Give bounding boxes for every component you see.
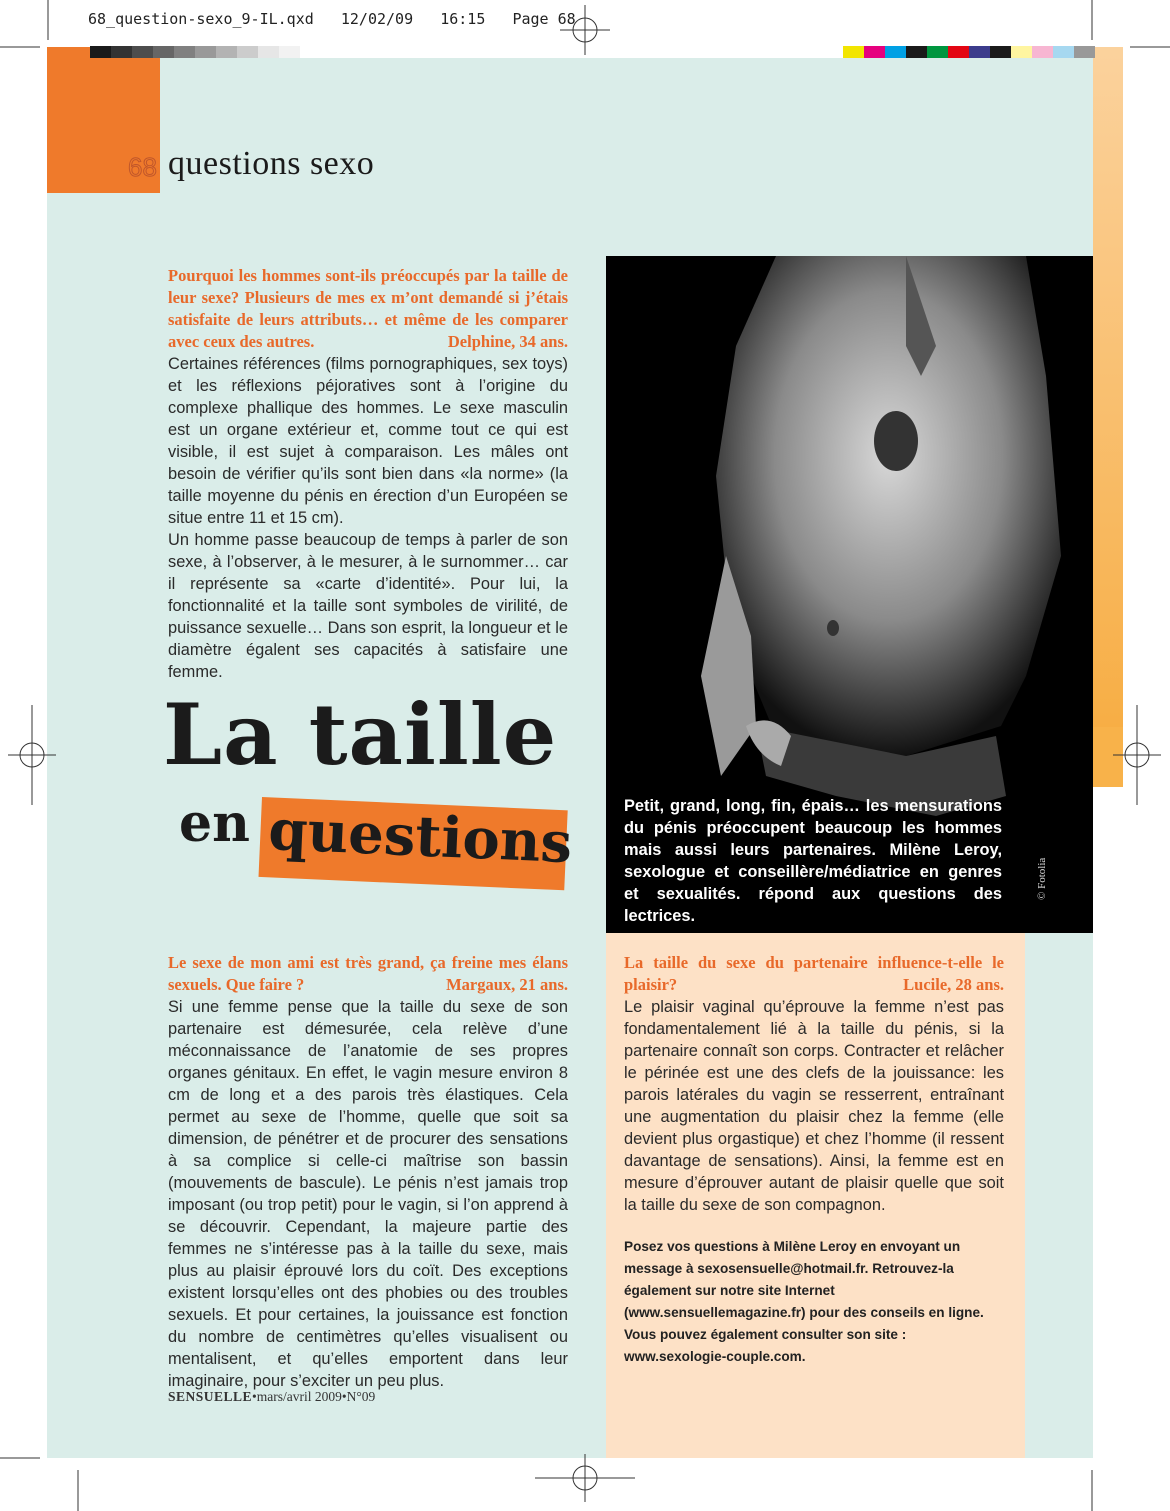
question-3-author: Lucile, 28 ans. (903, 975, 1004, 994)
answer-1-paragraph-2: Un homme passe beaucoup de temps à parler de son sexe, à l’observer, à le mesurer, à le surnommer… car il représente sa «carte d’identité». Pour lui, la fonctionnalité et la taille sont symboles de virilité, de puissance sexuelle… Dans son esprit, la longueur et le diamètre égalent ses capacités à satisfaire une femme. (168, 531, 568, 681)
qa-block-1 (168, 265, 568, 683)
rubric-title: questions sexo (168, 145, 375, 182)
question-1 (168, 265, 568, 353)
article-title-line-2: en (179, 793, 250, 854)
photo-credit: © Fotolia (1036, 857, 1048, 900)
qa-block-3 (624, 952, 1004, 1368)
qa-block-2 (168, 952, 568, 1392)
answer-1-paragraph-1: Certaines références (films pornographiques, sex toys) et les réflexions péjoratives sont à l’origine du complexe phallique des hommes. Le sexe masculin est un organe extérieur et, comme tout ce qui est visible, il est sujet à comparaison. Les mâles ont besoin de vérifier qu’ils sont bien dans «la norme» (la taille moyenne du pénis en érection d’un Européen se situe entre 11 et 15 cm). (168, 355, 568, 527)
article-title-line-1: La taille (163, 685, 558, 784)
question-2 (168, 952, 568, 996)
question-2-text: Le sexe de mon ami est très grand, ça freine mes élans sexuels. Que faire ? (168, 953, 568, 994)
photo-caption: Petit, grand, long, fin, épais… les mensurations du pénis préoccupent beaucoup les hommes mais aussi leurs partenaires. Milène Leroy, sexologue et conseillère/médiatrice en genres et sexualités. répond aux questions des lectrices. (624, 797, 1002, 925)
question-3-text: La taille du sexe du partenaire influence-t-elle le plaisir? (624, 953, 1004, 994)
question-2-author: Margaux, 21 ans. (446, 975, 568, 994)
question-1-author: Delphine, 34 ans. (447, 332, 568, 351)
answer-3: Le plaisir vaginal qu’éprouve la femme n’est pas fondamentalement lié à la taille du pénis, si la partenaire connaît son corps. Contracter et relâcher le périnée est une des clefs de la jouissance: les parois latérales du vagin se resserrent, entraînant une augmentation du plaisir chez la femme (elle devient plus orgastique) et chez l’homme (il ressent davantage de sensations). Ainsi, la femme est en mesure d’éprouver autant de plaisir quelle que soit la taille du sexe de son compagnon. (624, 998, 1004, 1214)
magazine-name: SENSUELLE (168, 1389, 253, 1404)
page-number: 68 (128, 152, 157, 182)
question-1-text: Pourquoi les hommes sont-ils préoccupés par la taille de leur sexe? Plusieurs de mes ex m’ont demandé si j’étais satisfaite de leurs attributs… et même de les comparer avec ceux des autres. (168, 266, 568, 351)
print-slug: 68_question-sexo_9-IL.qxd 12/02/09 16:15 Page 68 (88, 10, 576, 28)
question-3 (624, 952, 1004, 996)
answer-2: Si une femme pense que la taille du sexe de son partenaire est démesurée, cela relève d’une méconnaissance de l’anatomie de ses propres organes génitaux. En effet, le vagin mesure environ 8 cm de long et a des parois très élastiques. Cela permet au sexe de l’homme, quelle que soit sa dimension, de pénétrer et de procurer des sensations à sa complice si celle-ci maîtrise son bassin (mouvements de bascule). Le pénis n’est jamais trop imposant (ou trop petit) pour le vagin, si l’on apprend à se découvrir. Cependant, la majeure partie des femmes ne s’intéresse pas à la taille du sexe, mais plus au plaisir éprouvé lors du coït. Des exceptions existent lorsqu’elles ont des phobies ou des troubles sexuels. Et pour certaines, la jouissance est fonction du nombre de centimètres qu’elles visualisent ou mentalisent, et qu’elles emportent dans leur imaginaire, pour s’exciter un peu plus. (168, 998, 568, 1390)
magazine-footer (168, 1389, 375, 1405)
contact-info: Posez vos questions à Milène Leroy en envoyant un message à sexosensuelle@hotmail.fr. Retrouvez-la également sur notre site Internet (www.sensuellemagazine.fr) pour des conseils en ligne. Vous pouvez également consulter son site : www.sexologie-couple.com. (624, 1239, 984, 1364)
article-title-line-3: questions (267, 797, 574, 877)
issue-info: •mars/avril 2009•N°09 (252, 1389, 376, 1404)
